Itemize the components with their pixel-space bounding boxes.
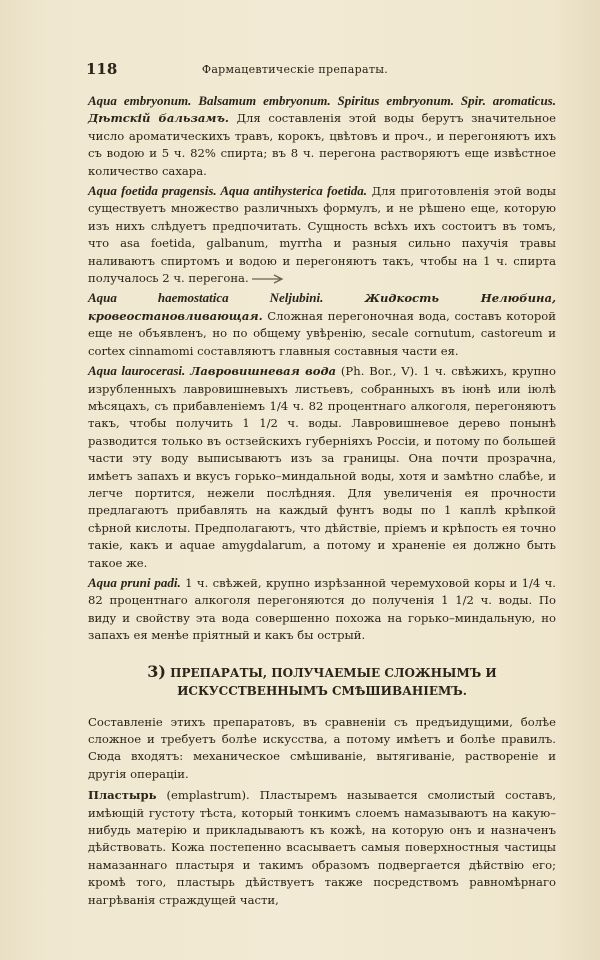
entry-text: Для приготовленія этой воды существуетъ множество различныхъ формулъ, и не рѣшено еще, которую изъ нихъ слѣдуетъ предпочитать. Сущность всѣхъ ихъ состоитъ въ томъ, что asa foetida, galbanum, myrrha и разныя сильно пахучія травы наливаютъ спиртомъ и водою и перегоняютъ такъ, чтобы на 1 ч. спирта получалось 2 ч. перегона. [88, 184, 557, 286]
entry-text: (Ph. Bor., V). 1 ч. свѣжихъ, крупно изрубленныхъ лавровишневыхъ листьевъ, собранныхъ въ іюнѣ или іюлѣ мѣсяцахъ, съ прибавленіемъ 1/4 ч. 82 процентнаго алкоголя, перегоняютъ такъ, чтобы получить 1 1/2 ч. воды. Лавровишневое дерево понынѣ разводится только въ остзейскихъ губерніяхъ Россіи, и потому по большей части эту воду выписываютъ изъ за границы. Она почти прозрачна, имѣетъ запахъ и вкусъ горько–миндальной воды, хотя и замѣтно слабѣе, и легче портится, нежели послѣдняя. Для увеличенія ея прочности предлагаютъ прибавлять на каждый фунтъ воды по 1 каплѣ крѣпкой сѣрной кислоты. Предполагаютъ, что дѣйствіе, пріемъ и крѣпость ея точно такіе, какъ и aquae amygdalarum, а потому и храненіе ея должно быть такое же. [88, 364, 557, 570]
entry-aqua-haemostatica [88, 289, 556, 360]
paragraph-text: Составленіе этихъ препаратовъ, въ сравненіи съ предъидущими, болѣе сложное и требуетъ болѣе искусства, а потому имѣетъ и болѣе правилъ. Сюда входятъ: механическое смѣшиваніе, вытягиваніе, раствореніе и другія операціи. [88, 714, 556, 781]
entry-text: Сложная перегоночная вода, составъ которой еще не объявленъ, но по общему увѣренію, secale cornutum, castoreum и cortex cinnamomi составляютъ главныя составныя части ея. [88, 308, 557, 358]
page-number: 118 [86, 60, 118, 78]
entry-term-ru: Жидкость Нелюбина, кровеостановливающая. [88, 291, 556, 323]
section-heading [88, 663, 556, 700]
entry-term: Aqua embryonum. Balsamum embryonum. Spiritus embryonum. Spir. aromaticus. [88, 93, 556, 108]
pencil-mark-icon [252, 274, 288, 284]
paragraph-plaster [88, 787, 556, 909]
entry-text: 1 ч. свѣжей, крупно изрѣзанной черемуховой коры и 1/4 ч. 82 процентнаго алкоголя перегоняются до полученія 1 1/2 ч. воды. По виду и свойству эта вода совершенно похожа на горько–миндальную, но запахъ ея менѣе пріятный и какъ бы острый. [88, 575, 556, 643]
entry-aqua-embryonum [88, 92, 556, 180]
entry-aqua-pruni-padi [88, 574, 556, 645]
running-head: Фармацевтическіе препараты. [201, 63, 389, 76]
entry-term: Aqua foetida pragensis. Aqua antihysterica foetida. [88, 183, 368, 199]
paragraph-intro [88, 714, 556, 784]
entry-aqua-foetida [88, 182, 556, 287]
section-number: 3) [147, 661, 166, 681]
section-title: ПРЕПАРАТЫ, ПОЛУЧАЕМЫЕ СЛОЖНЫМЪ И ИСКУССТВЕННЫМЪ СМѢШИВАНІЕМЪ. [170, 665, 497, 698]
page-body [88, 92, 556, 913]
entry-text: Для составленія этой воды берутъ значительное число ароматическихъ травъ, корокъ, цвѣтовъ и проч., и перегоняютъ ихъ съ водою и 5 ч. 82% спирта; въ 8 ч. перегона растворяютъ еще извѣстное количество сахара. [88, 111, 556, 178]
entry-term-ru: Лавровишневая вода [190, 364, 337, 379]
entry-term: Aqua laurocerasi. [88, 363, 186, 379]
entry-aqua-laurocerasi [88, 362, 556, 572]
entry-term: Aqua haemostatica Neljubini. [88, 290, 324, 306]
entry-term: Aqua pruni padi. [88, 574, 181, 590]
page-header [60, 60, 530, 82]
entry-term-ru: Дѣтскій бальзамъ. [88, 111, 229, 126]
paragraph-lead: Пластырь [88, 788, 157, 803]
paragraph-text: (emplastrum). Пластыремъ называется смолистый составъ, имѣющій густоту тѣста, который тонкимъ слоемъ намазываютъ на какую–нибудь матерію и прикладываютъ къ кожѣ, на которую онъ и назначенъ дѣйствовать. Кожа постепенно всасываетъ самыя поверхностныя частицы намазаннаго пластыря и такимъ образомъ подвергается дѣйствію его; кромѣ того, пластырь дѣйствуетъ также посредствомъ равномѣрнаго нагрѣванія страждущей части, [88, 788, 557, 907]
